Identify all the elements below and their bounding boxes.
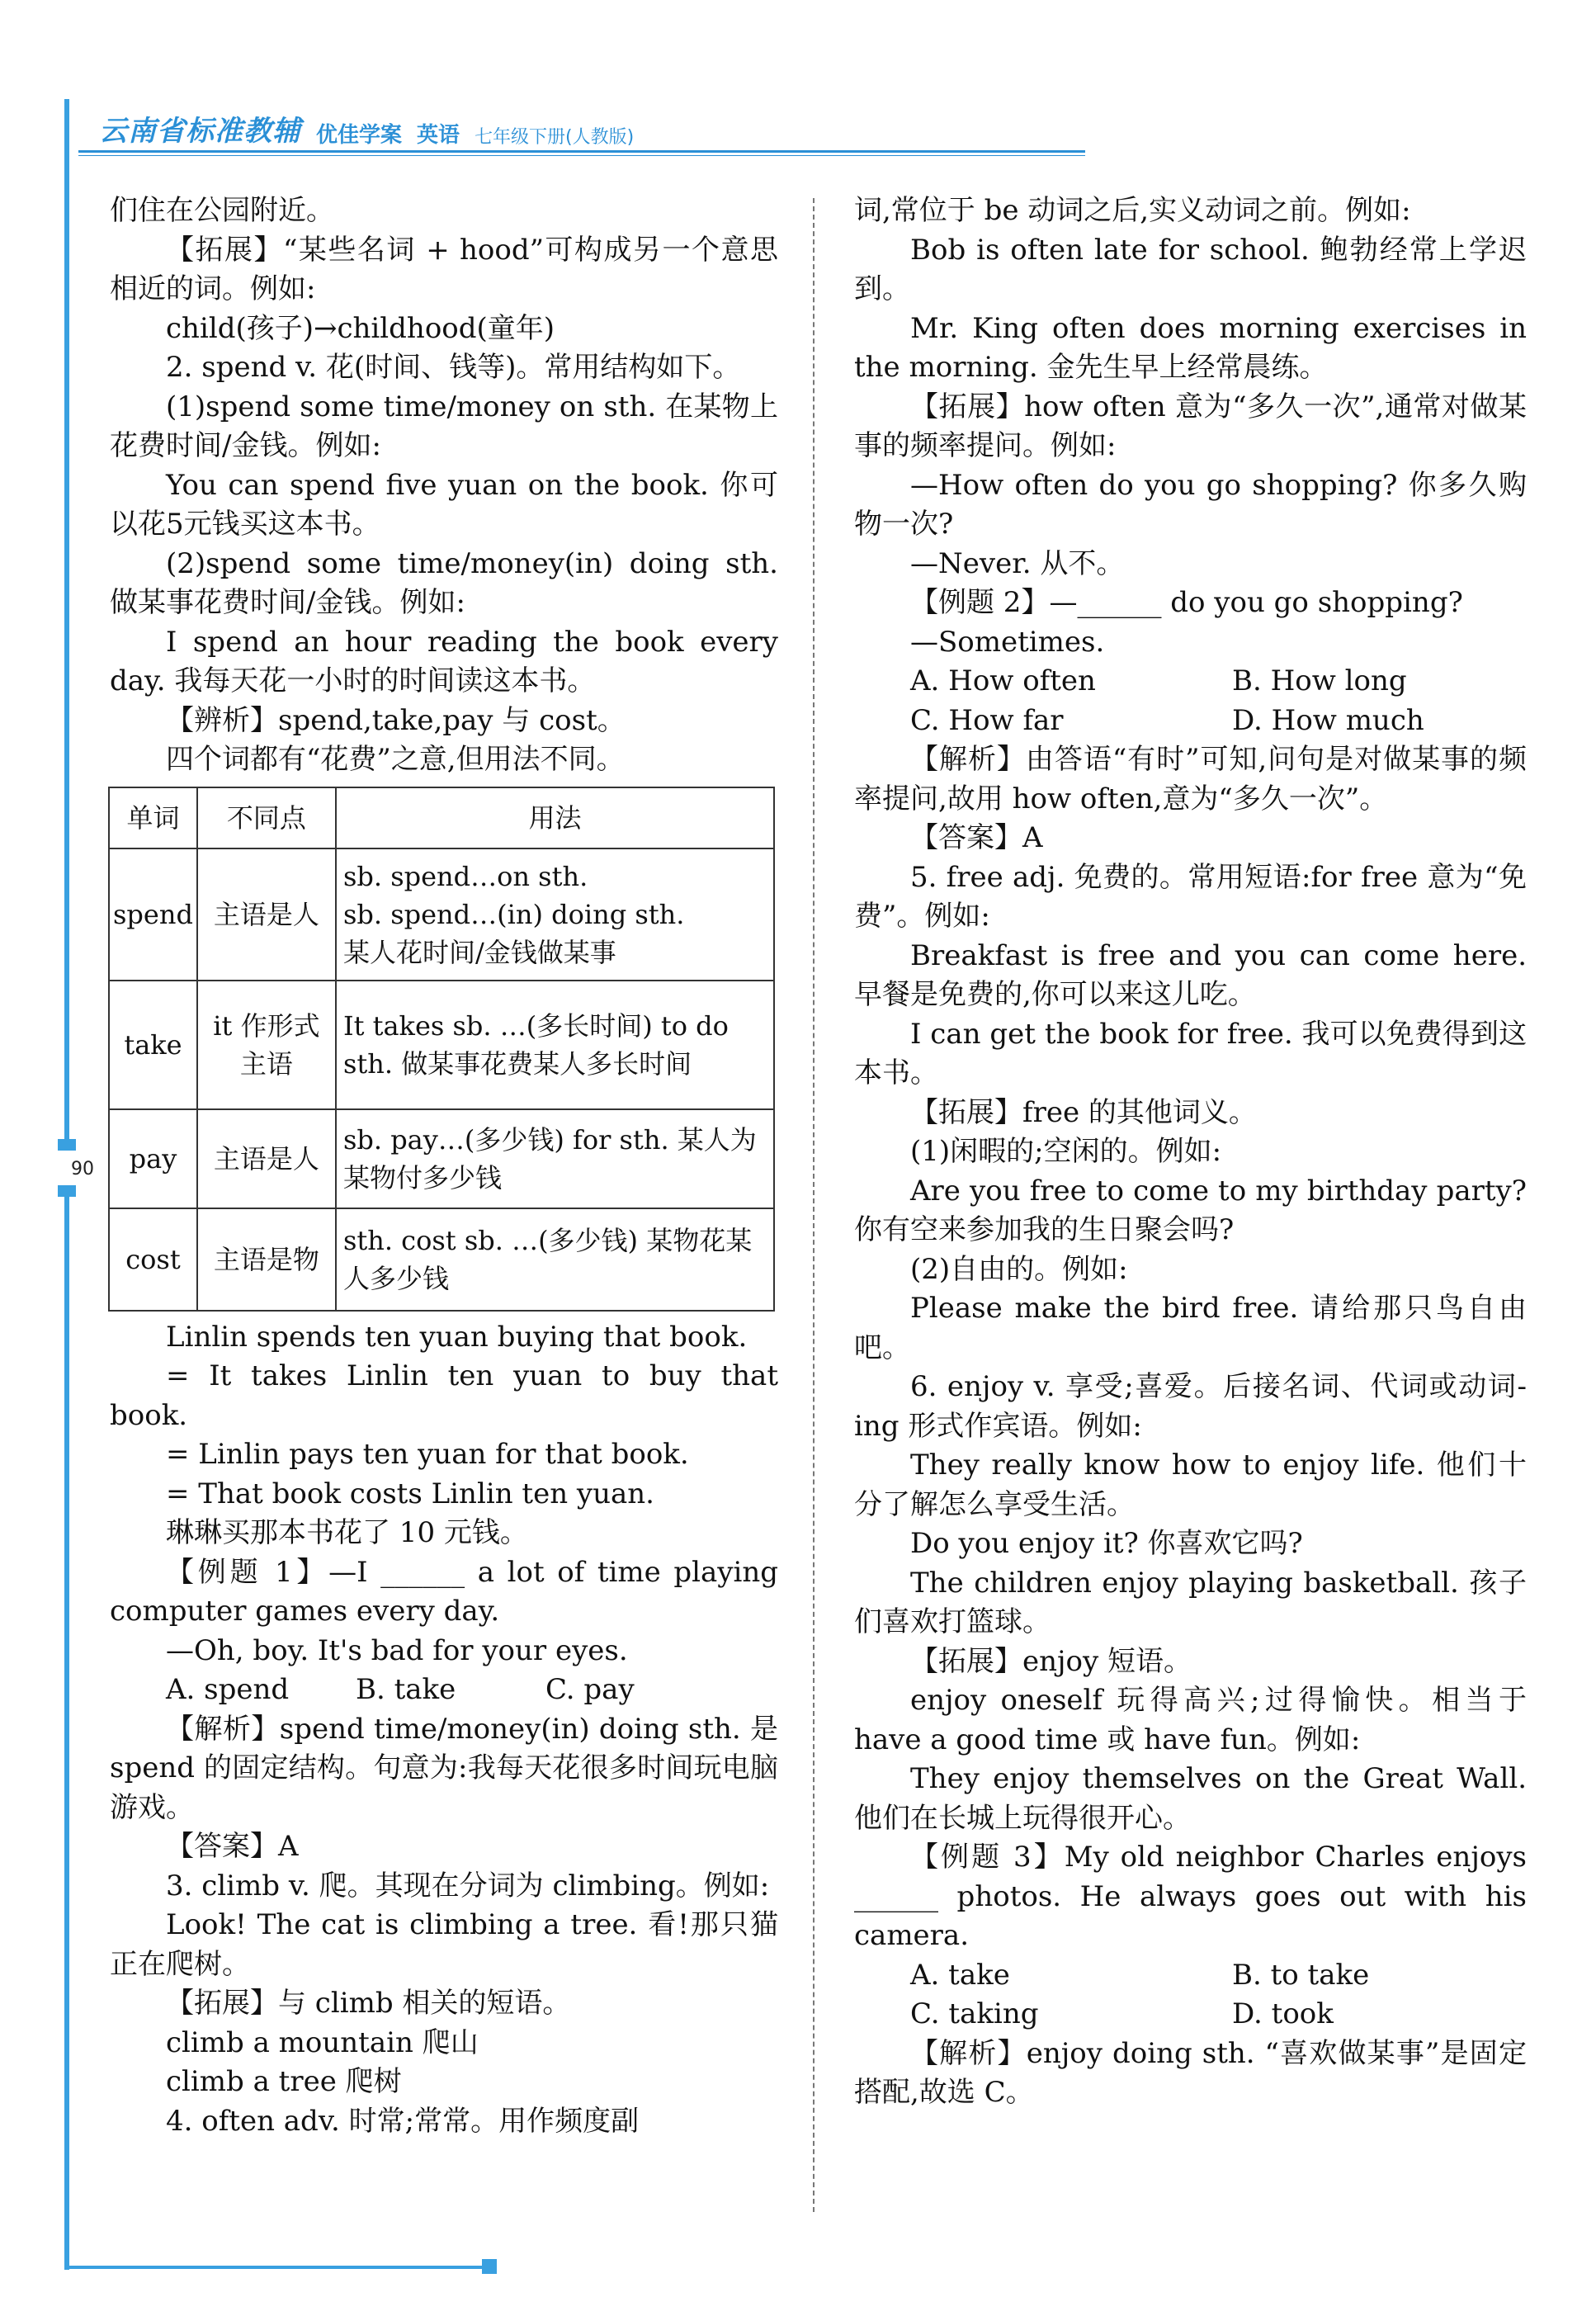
example: They enjoy themselves on the Great Wall. 他们在长城上玩得很开心。 (854, 1762, 1527, 1835)
table-cell-diff: 主语是人 (197, 1109, 336, 1208)
table-header: 单词 (109, 787, 197, 848)
analysis-note: 【解析】enjoy doing sth. “喜欢做某事”是固定搭配,故选 C。 (854, 2036, 1527, 2109)
right-column (854, 191, 1527, 2113)
example: I spend an hour reading the book every day. 我每天花一小时的时间读这本书。 (110, 625, 778, 697)
table-header: 不同点 (197, 787, 336, 848)
usage-line: 某人花时间/金钱做某事 (342, 936, 616, 968)
grade-label: 七年级下册(人教版) (475, 127, 635, 148)
vocab-entry-spend: 2. spend v. 花(时间、钱等)。常用结构如下。 (166, 351, 741, 384)
exercise-dialogue: —Sometimes. (910, 625, 1105, 659)
header-rule-thin (78, 155, 1085, 156)
example: I can get the book for free. 我可以免费得到这本书。 (854, 1017, 1527, 1089)
table-cell-word: spend (109, 848, 197, 981)
answer: 【答案】A (910, 821, 1043, 854)
example: = It takes Linlin ten yuan to buy that book. (110, 1359, 778, 1432)
usage-point: (1)spend some time/money on sth. 在某物上花费时间/金钱。例如: (110, 390, 778, 462)
example: —Never. 从不。 (910, 546, 1125, 580)
exercise-question: 【例题 3】My old neighbor Charles enjoys ______ photos. He always goes out with his camera. (854, 1841, 1527, 1952)
option: C. taking (910, 1997, 1039, 2030)
usage-point: (1)闲暇的;空闲的。例如: (910, 1135, 1222, 1168)
vocab-entry-climb: 3. climb v. 爬。其现在分词为 climbing。例如: (166, 1869, 770, 1902)
option: D. How much (1232, 703, 1424, 737)
bottom-rule (64, 2266, 493, 2269)
vocab-entry-free: 5. free adj. 免费的。常用短语:for free 意为“免费”。例如: (854, 860, 1527, 933)
table-cell-word: pay (109, 1109, 197, 1208)
analysis-note: 【辨析】spend,take,pay 与 cost。 (166, 703, 626, 737)
exercise-options (110, 1671, 778, 1710)
example: child(孩子)→childhood(童年) (166, 311, 555, 345)
example: Linlin spends ten yuan buying that book. (166, 1320, 748, 1354)
option: C. pay (545, 1673, 635, 1706)
series-title: 云南省标准教辅 (99, 115, 301, 148)
example: Mr. King often does morning exercises in the morning. 金先生早上经常晨练。 (854, 311, 1527, 384)
subject-label: 英语 (417, 123, 460, 148)
translation: 琳琳买那本书花了 10 元钱。 (166, 1516, 528, 1549)
table-cell-diff: it 作形式主语 (197, 981, 336, 1109)
option: A. spend (166, 1673, 290, 1706)
usage-table (108, 787, 775, 1312)
extension-note: 【拓展】free 的其他词义。 (910, 1095, 1257, 1129)
column-divider (813, 198, 815, 2212)
extension-note: 【拓展】与 climb 相关的短语。 (166, 1987, 571, 2020)
table-cell-usage (336, 981, 774, 1109)
example: —How often do you go shopping? 你多久购物一次? (854, 468, 1527, 541)
bottom-square (482, 2259, 497, 2274)
text-line: 词,常位于 be 动词之后,实义动词之前。例如: (854, 194, 1411, 227)
example: = That book costs Linlin ten yuan. (166, 1477, 654, 1510)
series-subtitle: 优佳学案 (316, 123, 403, 148)
usage-line: sth. cost sb. …(多少钱) 某物花某人多少钱 (342, 1224, 753, 1294)
example: You can spend five yuan on the book. 你可以花5元钱买这本书。 (110, 468, 778, 541)
table-row (109, 848, 774, 981)
option: B. How long (1232, 664, 1407, 697)
example: Look! The cat is climbing a tree. 看!那只猫正在爬树。 (110, 1908, 778, 1981)
exercise-question: 【例题 1】—I ______ a lot of time playing computer games every day. (110, 1555, 778, 1628)
exercise-question: 【例题 2】—______ do you go shopping? (910, 586, 1463, 619)
example: Are you free to come to my birthday party? 你有空来参加我的生日聚会吗? (854, 1174, 1527, 1246)
usage-line: sb. pay…(多少钱) for sth. 某人为某物付多少钱 (342, 1123, 757, 1193)
table-cell-usage (336, 1208, 774, 1311)
table-cell-usage (336, 848, 774, 981)
exercise-options (854, 662, 1527, 740)
table-cell-diff: 主语是人 (197, 848, 336, 981)
analysis-note: 【解析】由答语“有时”可知,问句是对做某事的频率提问,故用 how often,意为“多久一次”。 (854, 743, 1527, 815)
example: Breakfast is free and you can come here. 早餐是免费的,你可以来这儿吃。 (854, 938, 1527, 1011)
header-rule (78, 150, 1085, 153)
side-bar-top (64, 99, 69, 1147)
extension-note: 【拓展】how often 意为“多久一次”,通常对做某事的频率提问。例如: (854, 390, 1527, 462)
usage-point: (2)自由的。例如: (910, 1252, 1128, 1286)
page-header (99, 99, 634, 149)
side-bar-marker (58, 1139, 76, 1151)
side-bar-marker-lower (58, 1185, 76, 1197)
option: D. took (1232, 1997, 1334, 2030)
usage-line: It takes sb. …(多长时间) to do sth. 做某事花费某人多长时间 (342, 1009, 729, 1080)
answer: 【答案】A (166, 1830, 299, 1863)
vocab-entry-often: 4. often adv. 时常;常常。用作频度副 (166, 2104, 640, 2138)
option: B. take (356, 1673, 456, 1706)
example: = Linlin pays ten yuan for that book. (166, 1438, 689, 1471)
option: B. to take (1232, 1958, 1370, 1992)
option: A. take (910, 1958, 1010, 1992)
text-line: 们住在公园附近。 (110, 194, 334, 227)
usage-point: (2)spend some time/money(in) doing sth. 做某事花费时间/金钱。例如: (110, 546, 778, 619)
table-row (109, 981, 774, 1109)
extension-note: 【拓展】“某些名词 + hood”可构成另一个意思相近的词。例如: (110, 233, 778, 305)
phrase: climb a mountain 爬山 (166, 2025, 479, 2059)
usage-line: sb. spend…(in) doing sth. (342, 898, 685, 930)
phrase: climb a tree 爬树 (166, 2065, 402, 2098)
table-cell-word: take (109, 981, 197, 1109)
extension-note: 【拓展】enjoy 短语。 (910, 1644, 1192, 1678)
example: The children enjoy playing basketball. 孩子们喜欢打篮球。 (854, 1566, 1527, 1638)
table-cell-word: cost (109, 1208, 197, 1311)
text-line: 四个词都有“花费”之意,但用法不同。 (166, 743, 625, 776)
table-row (109, 1109, 774, 1208)
example: Do you enjoy it? 你喜欢它吗? (910, 1527, 1303, 1560)
exercise-options (854, 1956, 1527, 2035)
table-cell-diff: 主语是物 (197, 1208, 336, 1311)
left-column (110, 191, 778, 2141)
table-header-row (109, 787, 774, 848)
exercise-dialogue: —Oh, boy. It's bad for your eyes. (166, 1633, 628, 1667)
option: A. How often (910, 664, 1096, 697)
option: C. How far (910, 703, 1064, 737)
analysis-note: 【解析】spend time/money(in) doing sth. 是 spend 的固定结构。句意为:我每天花很多时间玩电脑游戏。 (110, 1712, 778, 1824)
side-bar-bottom (64, 1197, 69, 2270)
usage-line: sb. spend…on sth. (342, 860, 588, 892)
example: They really know how to enjoy life. 他们十分了解怎么享受生活。 (854, 1449, 1527, 1521)
table-row (109, 1208, 774, 1311)
example: Bob is often late for school. 鲍勃经常上学迟到。 (854, 233, 1527, 305)
table-cell-usage (336, 1109, 774, 1208)
vocab-entry-enjoy: 6. enjoy v. 享受;喜爱。后接名词、代词或动词-ing 形式作宾语。例如: (854, 1370, 1527, 1443)
page-number: 90 (71, 1159, 94, 1179)
phrase: enjoy oneself 玩得高兴;过得愉快。相当于 have a good time 或 have fun。例如: (854, 1684, 1527, 1756)
example: Please make the bird free. 请给那只鸟自由吧。 (854, 1292, 1527, 1364)
table-header: 用法 (336, 787, 774, 848)
